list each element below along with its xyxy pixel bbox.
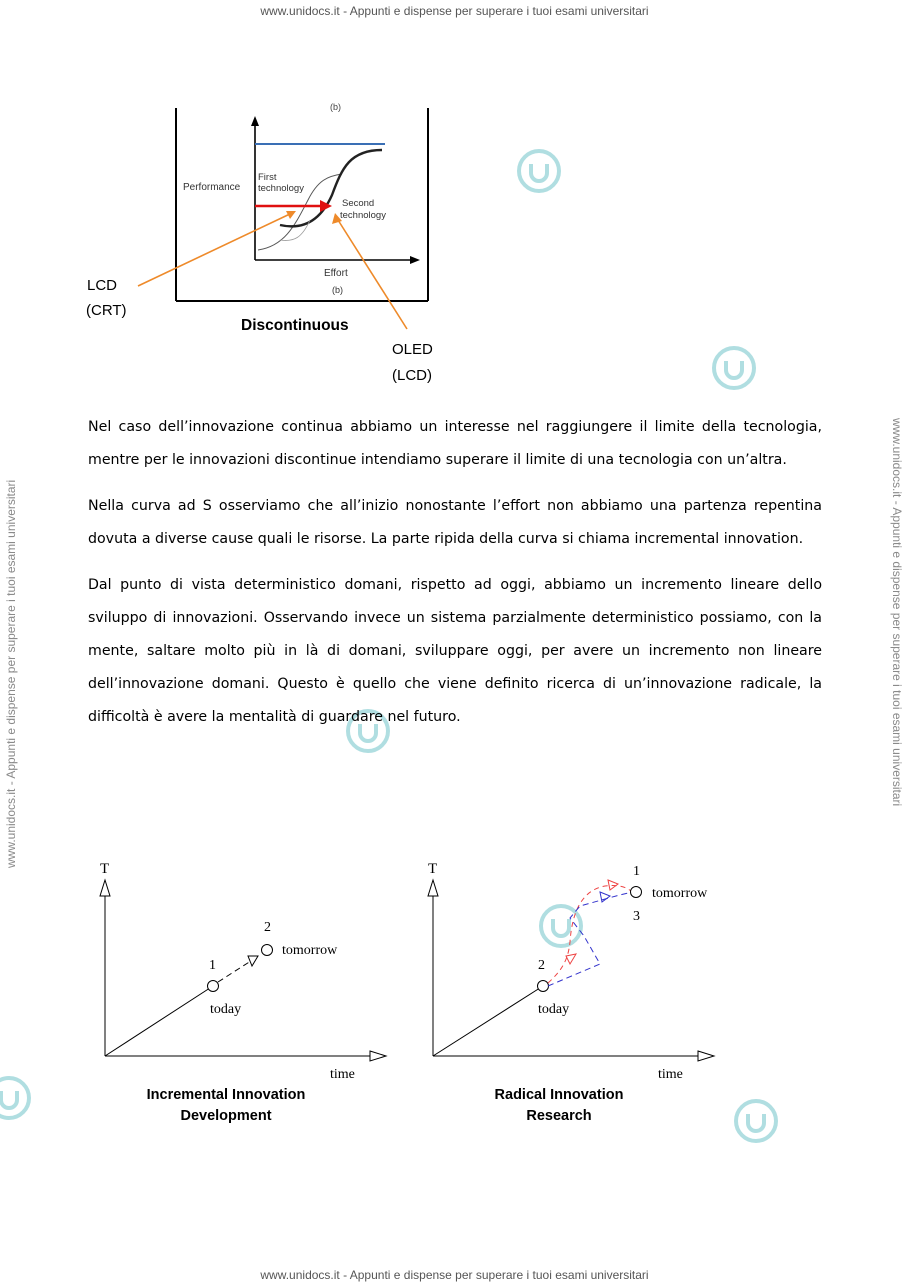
- growth-line: [105, 986, 213, 1056]
- point-tomorrow-label: tomorrow: [652, 886, 708, 901]
- point2-label: tomorrow: [282, 943, 338, 958]
- x-axis-label: time: [330, 1067, 355, 1082]
- point2-number: 2: [264, 920, 271, 935]
- header-watermark: www.unidocs.it - Appunti e dispense per superare i tuoi esami universitari: [260, 4, 649, 18]
- point-today: [208, 981, 219, 992]
- point-today: [538, 981, 549, 992]
- radical-innovation-diagram: [420, 852, 730, 1132]
- x-axis-label: time: [658, 1067, 683, 1082]
- point-tomorrow: [631, 887, 642, 898]
- y-axis-label: T: [100, 861, 110, 877]
- annotation-oled: OLED: [392, 341, 433, 358]
- point-today-number: 2: [538, 958, 545, 973]
- orange-arrow-left: [138, 213, 292, 286]
- y-axis-label: Performance: [183, 182, 241, 193]
- side-watermark-left: www.unidocs.it - Appunti e dispense per superare i tuoi esami universitari: [4, 479, 18, 868]
- annotation-lcd: LCD: [87, 277, 118, 294]
- blue-dashed-path: [548, 892, 632, 986]
- caption-line-2: Research: [526, 1108, 592, 1124]
- growth-line: [433, 986, 543, 1056]
- annotation-lcd-paren: (LCD): [392, 367, 432, 384]
- side-watermark-right: www.unidocs.it - Appunti e dispense per superare i tuoi esami universitari: [890, 418, 904, 807]
- second-tech-label-1: Second: [342, 198, 375, 209]
- point-tomorrow: [262, 945, 273, 956]
- point-today-label: today: [538, 1002, 570, 1017]
- unidocs-logo-icon: [733, 1098, 779, 1144]
- caption-line-2: Development: [180, 1108, 272, 1124]
- annotation-crt: (CRT): [86, 302, 127, 319]
- unidocs-logo-icon: [0, 1075, 32, 1121]
- x-axis-label: Effort: [324, 268, 348, 279]
- paragraph-deterministic: Dal punto di vista deterministico domani, rispetto ad oggi, abbiamo un incremento lineare dello sviluppo di innovazioni. Osservando invece un sistema parzialmente deterministico possiamo, con la mente, saltare molto più in là di domani, sviluppare oggi, per avere un incremento non lineare dell’innovazione domani. Questo è quello che viene definito ricerca di un’innovazione radicale, la difficoltà è avere la mentalità di guardare nel futuro.: [88, 577, 822, 725]
- paragraph-continuous: Nel caso dell’innovazione continua abbiamo un interesse nel raggiungere il limite della tecnologia, mentre per le innovazioni discontinue intendiamo superare il limite di una tecnologia con un’altra.: [88, 419, 822, 468]
- point3-number: 3: [633, 909, 640, 924]
- point1-number: 1: [209, 958, 216, 973]
- panel-label-bottom: (b): [332, 285, 343, 295]
- caption-line-1: Incremental Innovation: [146, 1087, 306, 1103]
- unidocs-logo-icon: [516, 148, 562, 194]
- first-tech-label-1: First: [258, 172, 277, 183]
- first-tech-label-2: technology: [258, 183, 304, 194]
- orange-arrow-right: [338, 220, 407, 329]
- unidocs-logo-icon: [711, 345, 757, 391]
- point-tomorrow-number: 1: [633, 864, 640, 879]
- y-axis-label: T: [428, 861, 438, 877]
- dashed-projection: [218, 959, 254, 982]
- footer-watermark: www.unidocs.it - Appunti e dispense per superare i tuoi esami universitari: [260, 1268, 649, 1282]
- incremental-innovation-diagram: [90, 852, 400, 1132]
- panel-label: (b): [330, 102, 341, 112]
- discontinuous-figure: [80, 100, 460, 390]
- point1-label: today: [210, 1002, 242, 1017]
- figure-caption: Discontinuous: [241, 317, 349, 334]
- paragraph-s-curve: Nella curva ad S osserviamo che all’inizio nonostante l’effort non abbiamo una partenza repentina dovuta a diverse cause quali le risorse. La parte ripida della curva si chiama incremental innovation.: [88, 498, 822, 547]
- caption-line-1: Radical Innovation: [494, 1087, 624, 1103]
- second-tech-label-2: technology: [340, 210, 386, 221]
